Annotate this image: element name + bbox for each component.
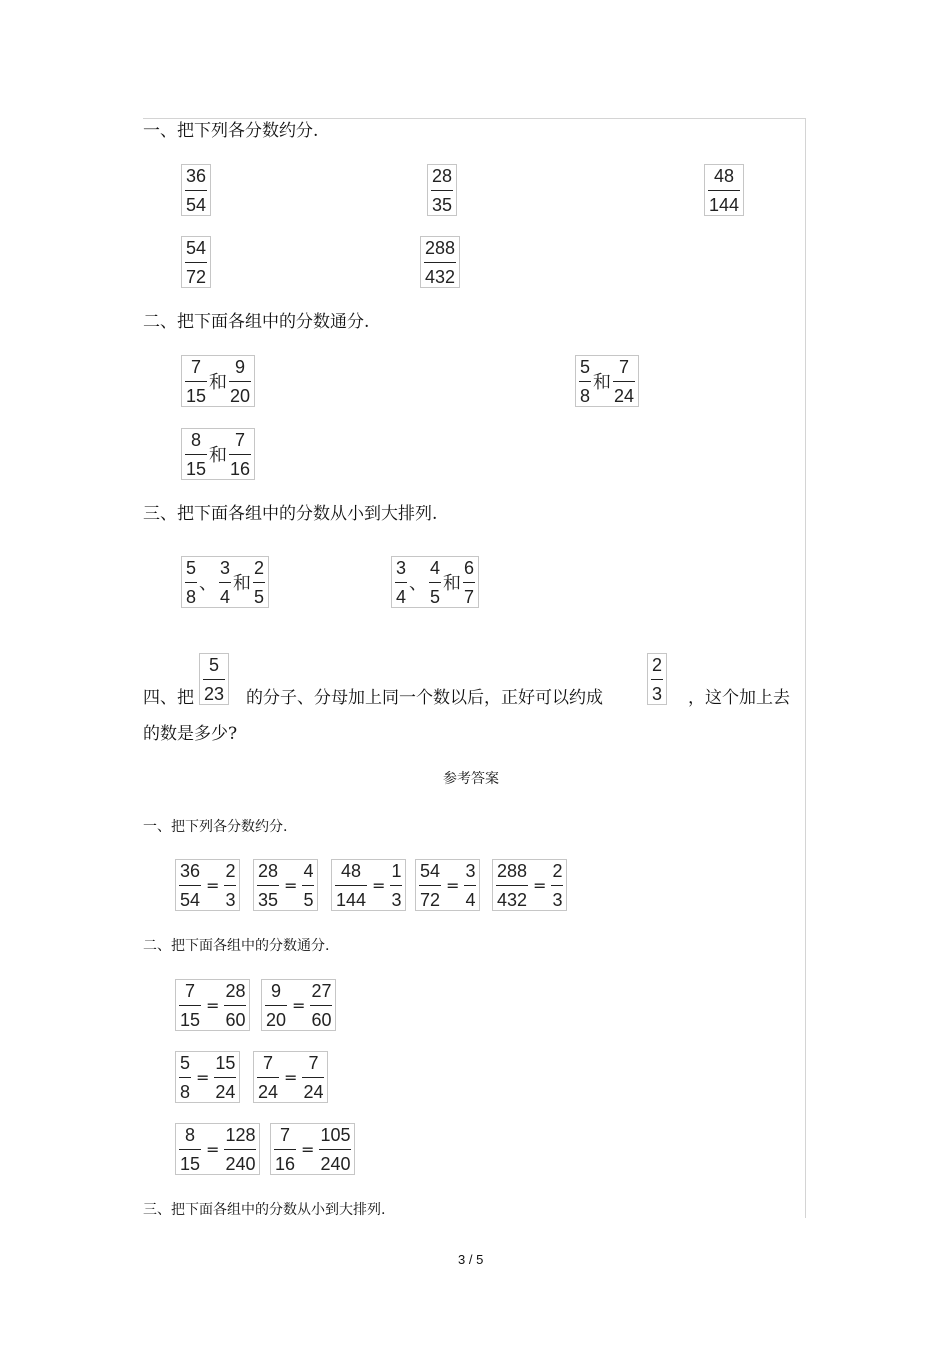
fraction	[707, 165, 741, 216]
fraction	[301, 860, 315, 911]
separator: 、	[409, 573, 428, 594]
numerator: 28	[225, 980, 246, 1001]
fraction	[495, 860, 529, 911]
connector: 和	[593, 372, 612, 393]
fraction	[264, 980, 288, 1031]
denominator: 240	[225, 1153, 256, 1174]
numerator: 7	[185, 980, 196, 1001]
denominator: 15	[180, 1009, 201, 1030]
a2-equation-4	[253, 1051, 328, 1103]
connector: 和	[443, 573, 462, 594]
fraction-bar	[224, 1005, 246, 1006]
equals-sign: =	[206, 875, 220, 895]
page-number: 3 / 5	[458, 1252, 484, 1267]
q4-fraction-2	[647, 653, 667, 705]
denominator: 16	[230, 458, 251, 479]
numerator: 4	[303, 860, 314, 881]
fraction-bar	[419, 885, 441, 886]
numerator: 3	[396, 557, 407, 578]
numerator: 9	[271, 980, 282, 1001]
numerator: 8	[191, 429, 202, 450]
separator: 、	[199, 573, 218, 594]
fraction	[273, 1124, 297, 1175]
fraction	[318, 1124, 352, 1175]
q1-fraction-3	[704, 164, 744, 216]
denominator: 3	[391, 889, 402, 910]
numerator: 8	[185, 1124, 196, 1145]
fraction	[223, 980, 247, 1031]
denominator: 15	[186, 458, 207, 479]
fraction	[430, 165, 454, 216]
fraction	[184, 557, 198, 608]
equals-sign: =	[206, 995, 220, 1015]
fraction-bar	[179, 1077, 191, 1078]
numerator: 2	[225, 860, 236, 881]
fraction	[218, 557, 232, 608]
numerator: 48	[341, 860, 362, 881]
fraction-bar	[185, 381, 207, 382]
denominator: 5	[430, 586, 441, 607]
denominator: 8	[186, 586, 197, 607]
fraction	[418, 860, 442, 911]
connector: 和	[209, 372, 228, 393]
q4-text-part1: 四、把	[143, 688, 194, 708]
fraction	[184, 356, 208, 407]
numerator: 36	[180, 860, 201, 881]
denominator: 240	[320, 1153, 351, 1174]
fraction	[309, 980, 333, 1031]
fraction-bar	[214, 1077, 236, 1078]
fraction	[223, 860, 237, 911]
fraction-bar	[310, 1005, 332, 1006]
numerator: 105	[320, 1124, 351, 1145]
fraction	[462, 557, 476, 608]
equals-sign: =	[372, 875, 386, 895]
denominator: 3	[552, 889, 563, 910]
denominator: 60	[311, 1009, 332, 1030]
numerator: 7	[191, 356, 202, 377]
numerator: 15	[215, 1052, 236, 1073]
a2-heading: 二、把下面各组中的分数通分.	[143, 938, 330, 954]
denominator: 7	[464, 586, 475, 607]
numerator: 54	[420, 860, 441, 881]
denominator: 24	[258, 1081, 279, 1102]
numerator: 36	[186, 165, 207, 186]
q4-text-line2: 的数是多少?	[143, 724, 238, 744]
denominator: 15	[180, 1153, 201, 1174]
fraction	[394, 557, 408, 608]
fraction	[178, 980, 202, 1031]
a1-equation-3	[331, 859, 406, 911]
fraction-bar	[395, 582, 407, 583]
fraction-bar	[651, 679, 663, 680]
fraction	[423, 237, 457, 288]
denominator: 4	[396, 586, 407, 607]
q3-group-2	[391, 556, 479, 608]
fraction-bar	[463, 582, 475, 583]
denominator: 3	[652, 683, 663, 704]
numerator: 28	[432, 165, 453, 186]
numerator: 7	[308, 1052, 319, 1073]
denominator: 54	[186, 194, 207, 215]
q4-text-part3: ，这个加上去	[688, 688, 790, 708]
numerator: 3	[465, 860, 476, 881]
equals-sign: =	[533, 875, 547, 895]
denominator: 60	[225, 1009, 246, 1030]
fraction	[578, 356, 592, 407]
q2-heading: 二、把下面各组中的分数通分.	[143, 312, 370, 332]
numerator: 1	[391, 860, 402, 881]
q1-heading: 一、把下列各分数约分.	[143, 121, 319, 141]
denominator: 432	[425, 266, 456, 287]
fraction-bar	[224, 1149, 256, 1150]
numerator: 5	[580, 356, 591, 377]
denominator: 144	[336, 889, 367, 910]
numerator: 54	[186, 237, 207, 258]
q1-fraction-4	[181, 236, 211, 288]
q3-heading: 三、把下面各组中的分数从小到大排列.	[143, 504, 438, 524]
fraction	[256, 860, 280, 911]
q2-group-3	[181, 428, 255, 480]
denominator: 5	[303, 889, 314, 910]
denominator: 432	[497, 889, 528, 910]
denominator: 4	[465, 889, 476, 910]
a2-equation-5	[175, 1123, 260, 1175]
fraction-bar	[429, 582, 441, 583]
q1-fraction-1	[181, 164, 211, 216]
denominator: 4	[220, 586, 231, 607]
numerator: 2	[652, 654, 663, 675]
fraction-bar	[265, 1005, 287, 1006]
fraction	[252, 557, 266, 608]
fraction	[178, 1124, 202, 1175]
fraction	[301, 1052, 325, 1103]
a2-equation-1	[175, 979, 250, 1031]
denominator: 72	[186, 266, 207, 287]
fraction	[228, 429, 252, 480]
a3-heading: 三、把下面各组中的分数从小到大排列.	[143, 1202, 386, 1218]
numerator: 7	[235, 429, 246, 450]
q3-group-1	[181, 556, 269, 608]
fraction-bar	[551, 885, 563, 886]
numerator: 128	[225, 1124, 256, 1145]
a1-equation-4	[415, 859, 480, 911]
fraction	[334, 860, 368, 911]
numerator: 2	[254, 557, 265, 578]
numerator: 5	[186, 557, 197, 578]
fraction-bar	[579, 381, 591, 382]
fraction	[184, 237, 208, 288]
numerator: 7	[280, 1124, 291, 1145]
fraction-bar	[203, 679, 225, 680]
equals-sign: =	[446, 875, 460, 895]
numerator: 2	[552, 860, 563, 881]
q1-fraction-5	[420, 236, 460, 288]
denominator: 15	[186, 385, 207, 406]
fraction	[228, 356, 252, 407]
fraction-bar	[179, 1149, 201, 1150]
equals-sign: =	[284, 1067, 298, 1087]
fraction	[389, 860, 403, 911]
fraction-bar	[613, 381, 635, 382]
denominator: 20	[230, 385, 251, 406]
numerator: 7	[263, 1052, 274, 1073]
fraction	[223, 1124, 257, 1175]
numerator: 6	[464, 557, 475, 578]
fraction-bar	[464, 885, 476, 886]
denominator: 23	[204, 683, 225, 704]
fraction-bar	[185, 190, 207, 191]
a1-heading: 一、把下列各分数约分.	[143, 819, 288, 835]
fraction-bar	[496, 885, 528, 886]
answers-title: 参考答案	[443, 771, 499, 787]
denominator: 20	[266, 1009, 287, 1030]
fraction-bar	[229, 381, 251, 382]
fraction	[184, 165, 208, 216]
fraction-bar	[424, 262, 456, 263]
fraction-bar	[274, 1149, 296, 1150]
denominator: 24	[614, 385, 635, 406]
equals-sign: =	[301, 1139, 315, 1159]
q4-text-part2: 的分子、分母加上同一个数以后，正好可以约成	[246, 688, 603, 708]
fraction	[650, 654, 664, 705]
numerator: 5	[180, 1052, 191, 1073]
fraction	[463, 860, 477, 911]
fraction	[178, 860, 202, 911]
fraction	[178, 1052, 192, 1103]
numerator: 7	[619, 356, 630, 377]
denominator: 8	[180, 1081, 191, 1102]
fraction-bar	[257, 1077, 279, 1078]
numerator: 28	[258, 860, 279, 881]
numerator: 48	[714, 165, 735, 186]
denominator: 54	[180, 889, 201, 910]
fraction	[213, 1052, 237, 1103]
numerator: 27	[311, 980, 332, 1001]
connector: 和	[233, 573, 252, 594]
a1-equation-2	[253, 859, 318, 911]
denominator: 72	[420, 889, 441, 910]
fraction-bar	[219, 582, 231, 583]
denominator: 5	[254, 586, 265, 607]
a1-equation-1	[175, 859, 240, 911]
denominator: 144	[709, 194, 740, 215]
equals-sign: =	[292, 995, 306, 1015]
equals-sign: =	[196, 1067, 210, 1087]
fraction	[428, 557, 442, 608]
fraction-bar	[185, 582, 197, 583]
q2-group-2	[575, 355, 639, 407]
denominator: 8	[580, 385, 591, 406]
fraction	[202, 654, 226, 705]
fraction-bar	[335, 885, 367, 886]
numerator: 4	[430, 557, 441, 578]
fraction-bar	[185, 454, 207, 455]
fraction-bar	[179, 1005, 201, 1006]
a2-equation-2	[261, 979, 336, 1031]
a2-equation-3	[175, 1051, 240, 1103]
fraction-bar	[257, 885, 279, 886]
page-frame	[143, 118, 806, 1218]
numerator: 3	[220, 557, 231, 578]
equals-sign: =	[206, 1139, 220, 1159]
denominator: 24	[215, 1081, 236, 1102]
denominator: 24	[303, 1081, 324, 1102]
numerator: 288	[497, 860, 528, 881]
denominator: 35	[432, 194, 453, 215]
fraction	[612, 356, 636, 407]
denominator: 35	[258, 889, 279, 910]
fraction-bar	[319, 1149, 351, 1150]
fraction-bar	[185, 262, 207, 263]
fraction-bar	[253, 582, 265, 583]
fraction	[184, 429, 208, 480]
fraction-bar	[302, 885, 314, 886]
fraction-bar	[224, 885, 236, 886]
fraction	[550, 860, 564, 911]
q1-fraction-2	[427, 164, 457, 216]
q2-group-1	[181, 355, 255, 407]
fraction-bar	[708, 190, 740, 191]
denominator: 3	[225, 889, 236, 910]
denominator: 16	[275, 1153, 296, 1174]
numerator: 5	[209, 654, 220, 675]
numerator: 9	[235, 356, 246, 377]
fraction	[256, 1052, 280, 1103]
fraction-bar	[390, 885, 402, 886]
a1-equation-5	[492, 859, 567, 911]
connector: 和	[209, 445, 228, 466]
equals-sign: =	[284, 875, 298, 895]
fraction-bar	[179, 885, 201, 886]
fraction-bar	[302, 1077, 324, 1078]
q4-fraction-1	[199, 653, 229, 705]
a2-equation-6	[270, 1123, 355, 1175]
fraction-bar	[431, 190, 453, 191]
fraction-bar	[229, 454, 251, 455]
numerator: 288	[425, 237, 456, 258]
